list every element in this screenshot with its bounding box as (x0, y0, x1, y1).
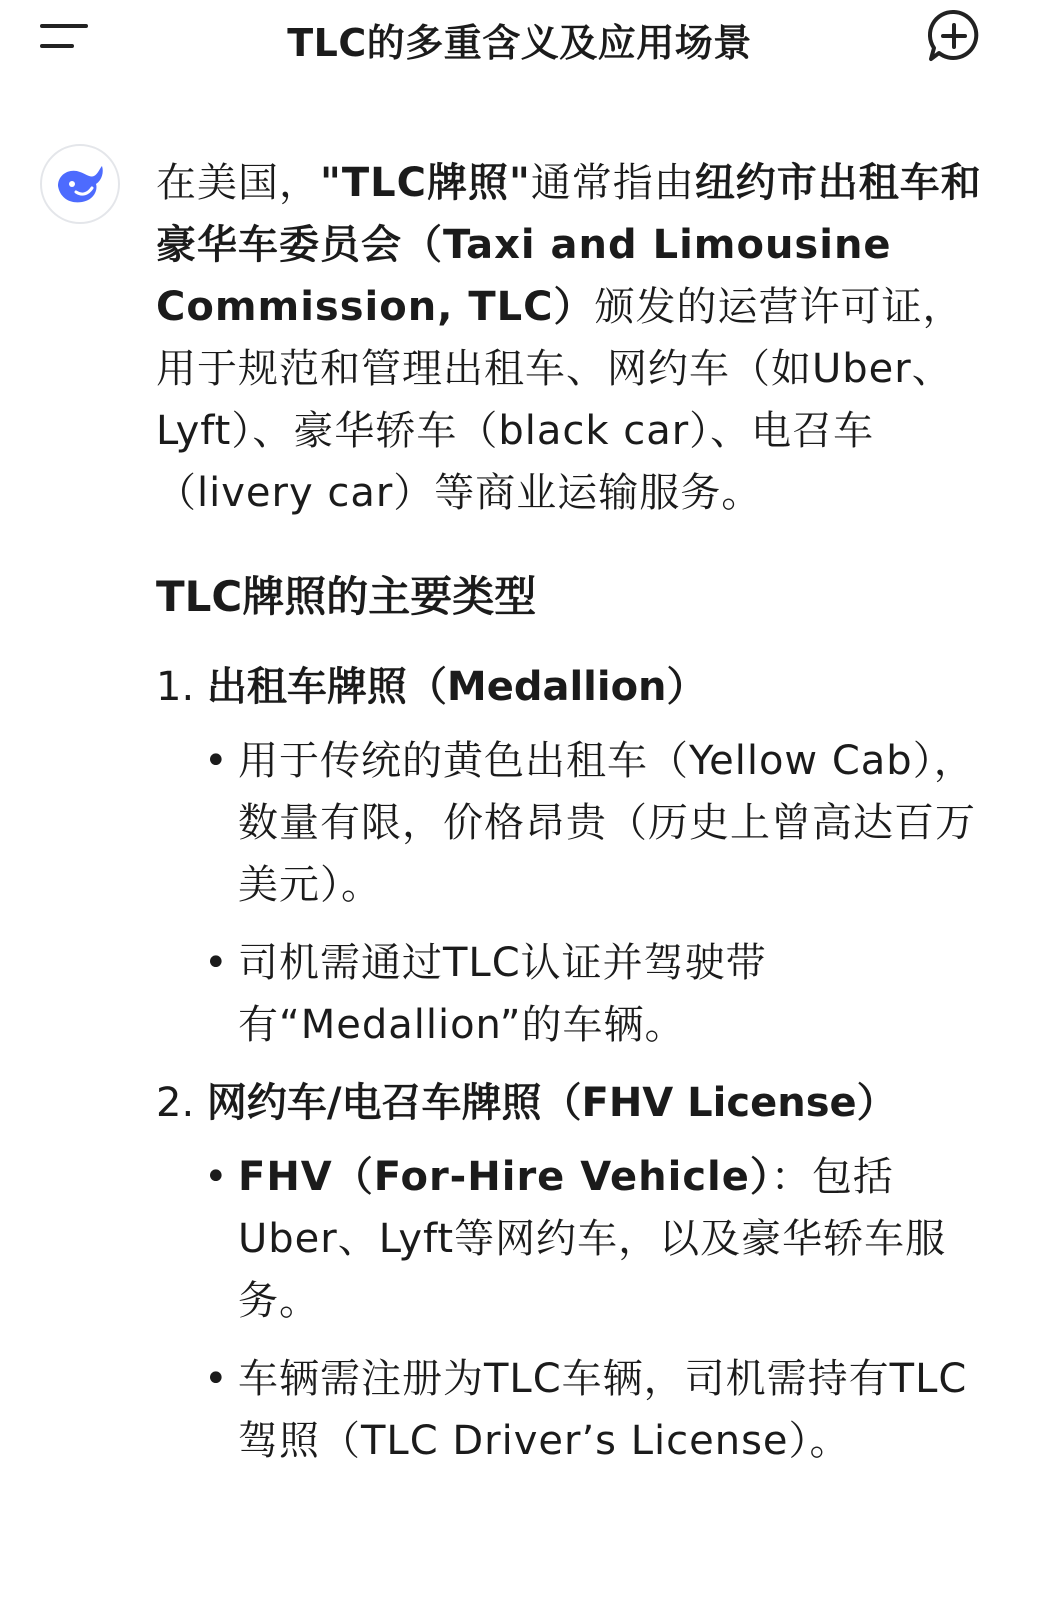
conversation-title: TLC的多重含义及应用场景 (287, 21, 752, 65)
deepseek-whale-icon (52, 156, 108, 212)
intro-bold-commission: 纽约市出租车和豪华车委员会（Taxi and Limousine Commission, TLC） (156, 160, 982, 330)
top-bar (0, 0, 1039, 72)
assistant-avatar (40, 144, 120, 224)
menu-icon (40, 24, 88, 28)
intro-paragraph (156, 152, 986, 524)
assistant-message (156, 152, 986, 1488)
bullet-item: • 司机需通过TLC认证并驾驶带有“Medallion”的车辆。 (238, 932, 986, 1056)
intro-bold-tlc: "TLC牌照" (320, 160, 531, 206)
section-heading: TLC牌照的主要类型 (156, 572, 537, 621)
bullet-list (156, 730, 986, 1056)
intro-text-3: 颁发的运营许可证，用于规范和管理出租车、网约车（如Uber、Lyft）、豪华轿车（black car）、电召车（livery car）等商业运输服务。 (156, 284, 964, 516)
bullet-item: • 用于传统的黄色出租车（Yellow Cab），数量有限，价格昂贵（历史上曾高达百万美元）。 (238, 730, 986, 916)
intro-text-1: 在美国， (156, 160, 320, 206)
new-chat-icon (925, 7, 983, 65)
list-item-heading: 1. 出租车牌照（Medallion） (156, 664, 707, 710)
list-item-heading: 2. 网约车/电召车牌照（FHV License） (156, 1080, 897, 1126)
bullet-item: • FHV（For-Hire Vehicle）：包括Uber、Lyft等网约车，以及豪华轿车服务。 (238, 1146, 986, 1332)
bullet-item: • 车辆需注册为TLC车辆，司机需持有TLC驾照（TLC Driver’s License）。 (238, 1348, 986, 1472)
menu-button[interactable] (36, 14, 92, 54)
intro-text-2: 通常指由 (530, 160, 695, 206)
bullet-list (156, 1146, 986, 1472)
new-chat-button[interactable] (925, 7, 983, 65)
